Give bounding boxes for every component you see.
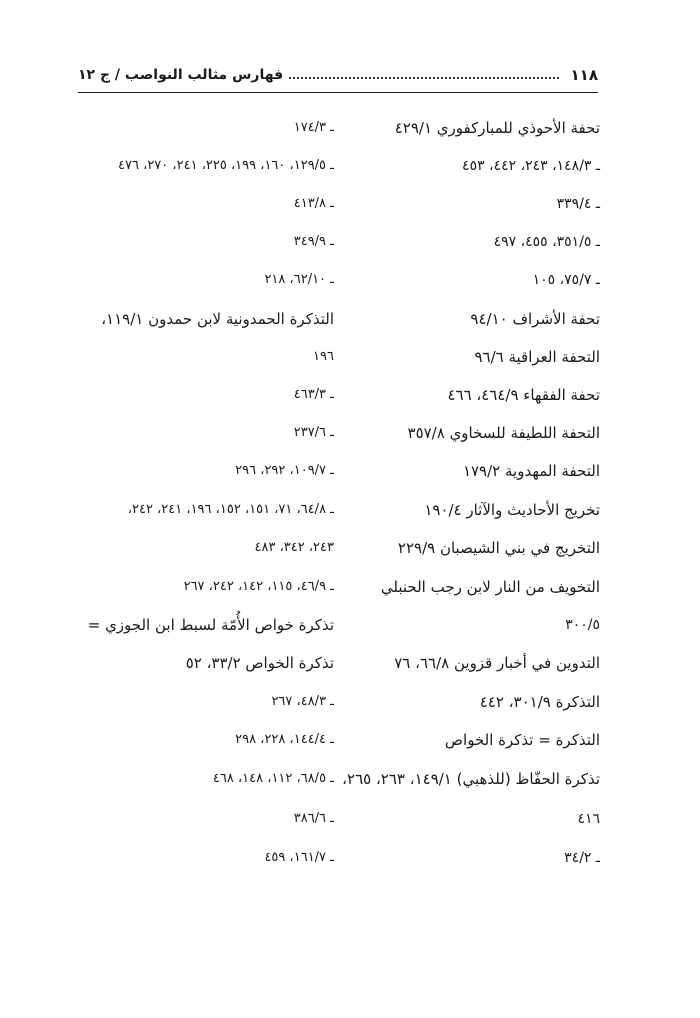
index-entry: ـ ٤١٣/٨: [293, 196, 334, 211]
index-entry: ـ ٧٥/٧، ١٠٥: [532, 272, 600, 288]
index-entry: ـ ٣٤/٢: [564, 850, 600, 866]
header-dot-leader: [289, 77, 558, 79]
index-entry: ـ ٣٤٩/٩: [293, 234, 334, 249]
index-entry: ـ ٦٢/١٠، ٢١٨: [264, 272, 334, 287]
index-entry: ـ ١٤٨/٣، ٢٤٣، ٤٤٢، ٤٥٣: [462, 158, 600, 174]
index-entry: ـ ١٦١/٧، ٤٥٩: [264, 850, 334, 865]
index-entry: ـ ٦٤/٨، ٧١، ١٥١، ١٥٢، ١٩٦، ٢٤١، ٢٤٢،: [127, 502, 334, 517]
index-entry: التخويف من النار لابن رجب الحنبلي: [380, 578, 600, 596]
index-entry: ٤١٦: [577, 811, 600, 827]
index-entry: ـ ٢٣٧/٦: [293, 425, 334, 440]
index-entry: ـ ١٤٤/٤، ٢٢٨، ٢٩٨: [235, 732, 334, 747]
index-entry: ـ ٣٨٦/٦: [293, 811, 334, 826]
index-entry: التحفة المهدوية ١٧٩/٢: [462, 462, 600, 480]
index-entry: التحفة اللطيفة للسخاوي ٣٥٧/٨: [407, 424, 600, 442]
index-entry: ـ ٣٥١/٥، ٤٥٥، ٤٩٧: [493, 234, 600, 250]
index-entry: ١٩٦: [313, 349, 334, 364]
index-entry: ٣٠٠/٥: [565, 617, 600, 633]
index-entry: ـ ٤٨/٣، ٢٦٧: [271, 694, 334, 709]
index-entry: تذكرة خواص الأُمّة لسبط ابن الجوزي =: [87, 616, 334, 634]
index-entry: ـ ٤٦/٩، ١١٥، ١٤٢، ٢٤٢، ٢٦٧: [183, 579, 334, 594]
index-entry: التذكرة = تذكرة الخواص: [444, 731, 600, 749]
index-entry: تذكرة الحفّاظ (للذهبي) ١٤٩/١، ٢٦٣، ٢٦٥،: [342, 770, 600, 788]
index-entry: تحفة الأحوذي للمباركفوري ٤٢٩/١: [394, 119, 600, 137]
index-entry: ـ ١٠٩/٧، ٢٩٢، ٢٩٦: [235, 463, 334, 478]
index-entry: تحفة الفقهاء ٤٦٤/٩، ٤٦٦: [447, 386, 600, 404]
index-entry: ـ ٦٨/٥، ١١٢، ١٤٨، ٤٦٨: [212, 771, 334, 786]
index-entry: تخريج الأحاديث والآثار ١٩٠/٤: [424, 501, 600, 519]
index-entry: التخريج في بني الشيصبان ٢٢٩/٩: [397, 539, 600, 557]
running-title: فهارس مثالب النواصب / ج ١٢: [78, 67, 284, 83]
index-entry: التذكرة ٣٠١/٩، ٤٤٢: [479, 693, 600, 711]
index-entry: تذكرة الخواص ٣٣/٢، ٥٢: [185, 654, 334, 672]
index-entry: التدوين في أخبار قزوين ٦٦/٨، ٧٦: [394, 654, 600, 672]
index-entry: ٢٤٣، ٣٤٢، ٤٨٣: [254, 540, 334, 555]
index-entry: ـ ٣٣٩/٤: [556, 196, 600, 212]
index-entry: تحفة الأشراف ٩٤/١٠: [470, 310, 600, 328]
page-header: [78, 58, 598, 93]
index-entry: ـ ١٧٤/٣: [293, 120, 334, 135]
index-entry: التذكرة الحمدونية لابن حمدون ١١٩/١،: [101, 310, 334, 328]
page-number: ١١٨: [570, 66, 598, 84]
index-entry: ـ ١٢٩/٥، ١٦٠، ١٩٩، ٢٢٥، ٢٤١، ٢٧٠، ٤٧٦: [118, 158, 334, 173]
index-entry: ـ ٤٦٣/٣: [293, 387, 334, 402]
index-entry: التحفة العراقية ٩٦/٦: [474, 348, 600, 366]
